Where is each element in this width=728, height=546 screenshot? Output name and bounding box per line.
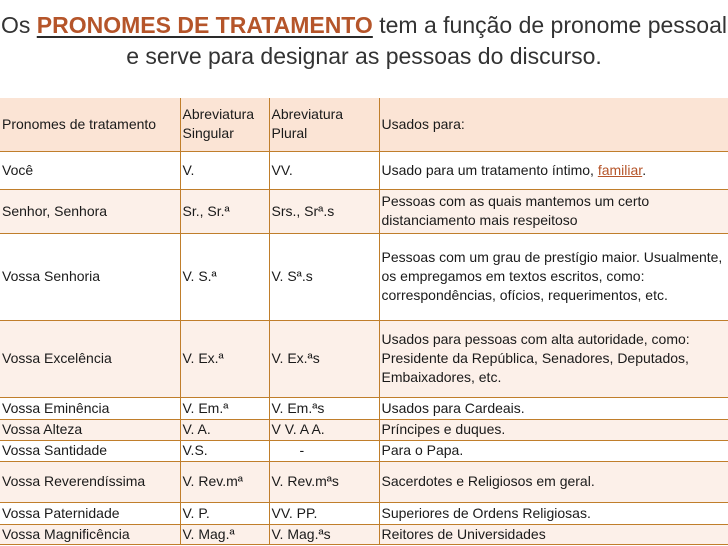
- cell-plural: VV.: [269, 151, 379, 189]
- cell-singular: V. Rev.mª: [180, 461, 269, 502]
- table-row: [0, 502, 728, 524]
- cell-singular: V. Mag.ª: [180, 524, 269, 544]
- header-pronome: Pronomes de tratamento: [0, 98, 180, 151]
- table-row: [0, 440, 728, 461]
- cell-uso: Usados para Cardeais.: [379, 397, 728, 419]
- table-row: [0, 151, 728, 189]
- cell-singular: V.: [180, 151, 269, 189]
- familiar-link[interactable]: familiar: [597, 161, 643, 178]
- cell-singular: V. S.ª: [180, 233, 269, 320]
- cell-singular: V. A.: [180, 419, 269, 440]
- cell-pronome: Vossa Senhoria: [0, 233, 180, 320]
- table-row: [0, 419, 728, 440]
- cell-pronome: Vossa Reverendíssima: [0, 461, 180, 502]
- cell-uso: Superiores de Ordens Religiosas.: [379, 502, 728, 524]
- cell-pronome: Vossa Santidade: [0, 440, 180, 461]
- cell-singular: V. P.: [180, 502, 269, 524]
- pronouns-table: [0, 98, 728, 545]
- cell-plural: -: [269, 440, 379, 461]
- title-suffix: tem a função de pronome pessoal e serve para designar as pessoas do discurso.: [126, 12, 727, 69]
- table-row: [0, 524, 728, 544]
- cell-uso: Usados para pessoas com alta autoridade, como: Presidente da República, Senadores, Deputados, Embaixadores, etc.: [379, 320, 728, 397]
- cell-plural: V. Ex.ªs: [269, 320, 379, 397]
- cell-singular: V. Ex.ª: [180, 320, 269, 397]
- uso-end: .: [642, 161, 647, 178]
- table-row: [0, 461, 728, 502]
- title-highlight: PRONOMES DE TRATAMENTO: [36, 12, 373, 38]
- table-header-row: [0, 98, 728, 151]
- cell-pronome: Vossa Eminência: [0, 397, 180, 419]
- cell-singular: V. Em.ª: [180, 397, 269, 419]
- table-row: [0, 320, 728, 397]
- cell-uso: Sacerdotes e Religiosos em geral.: [379, 461, 728, 502]
- cell-plural: V. Rev.mªs: [269, 461, 379, 502]
- table-row: [0, 397, 728, 419]
- cell-pronome: Você: [0, 151, 180, 189]
- slide-title: [0, 10, 728, 72]
- cell-pronome: Vossa Paternidade: [0, 502, 180, 524]
- cell-uso: Para o Papa.: [379, 440, 728, 461]
- cell-plural: Srs., Srª.s: [269, 189, 379, 233]
- cell-singular: V.S.: [180, 440, 269, 461]
- cell-plural: V. Sª.s: [269, 233, 379, 320]
- cell-pronome: Vossa Magnificência: [0, 524, 180, 544]
- table-row: [0, 189, 728, 233]
- cell-uso: Reitores de Universidades: [379, 524, 728, 544]
- cell-uso: [379, 151, 728, 189]
- cell-pronome: Vossa Excelência: [0, 320, 180, 397]
- uso-text: Usado para um tratamento íntimo,: [381, 161, 598, 178]
- header-uso: Usados para:: [379, 98, 728, 151]
- title-prefix: Os: [0, 12, 37, 38]
- cell-uso: Príncipes e duques.: [379, 419, 728, 440]
- cell-plural: V V. A A.: [269, 419, 379, 440]
- header-singular: Abreviatura Singular: [180, 98, 269, 151]
- header-plural: Abreviatura Plural: [269, 98, 379, 151]
- cell-plural: V. Mag.ªs: [269, 524, 379, 544]
- cell-singular: Sr., Sr.ª: [180, 189, 269, 233]
- cell-plural: VV. PP.: [269, 502, 379, 524]
- cell-plural: V. Em.ªs: [269, 397, 379, 419]
- cell-uso: Pessoas com um grau de prestígio maior. Usualmente, os empregamos em textos escritos, como: correspondências, ofícios, requerimentos, etc.: [379, 233, 728, 320]
- table-row: [0, 233, 728, 320]
- cell-uso: Pessoas com as quais mantemos um certo distanciamento mais respeitoso: [379, 189, 728, 233]
- cell-pronome: Senhor, Senhora: [0, 189, 180, 233]
- cell-pronome: Vossa Alteza: [0, 419, 180, 440]
